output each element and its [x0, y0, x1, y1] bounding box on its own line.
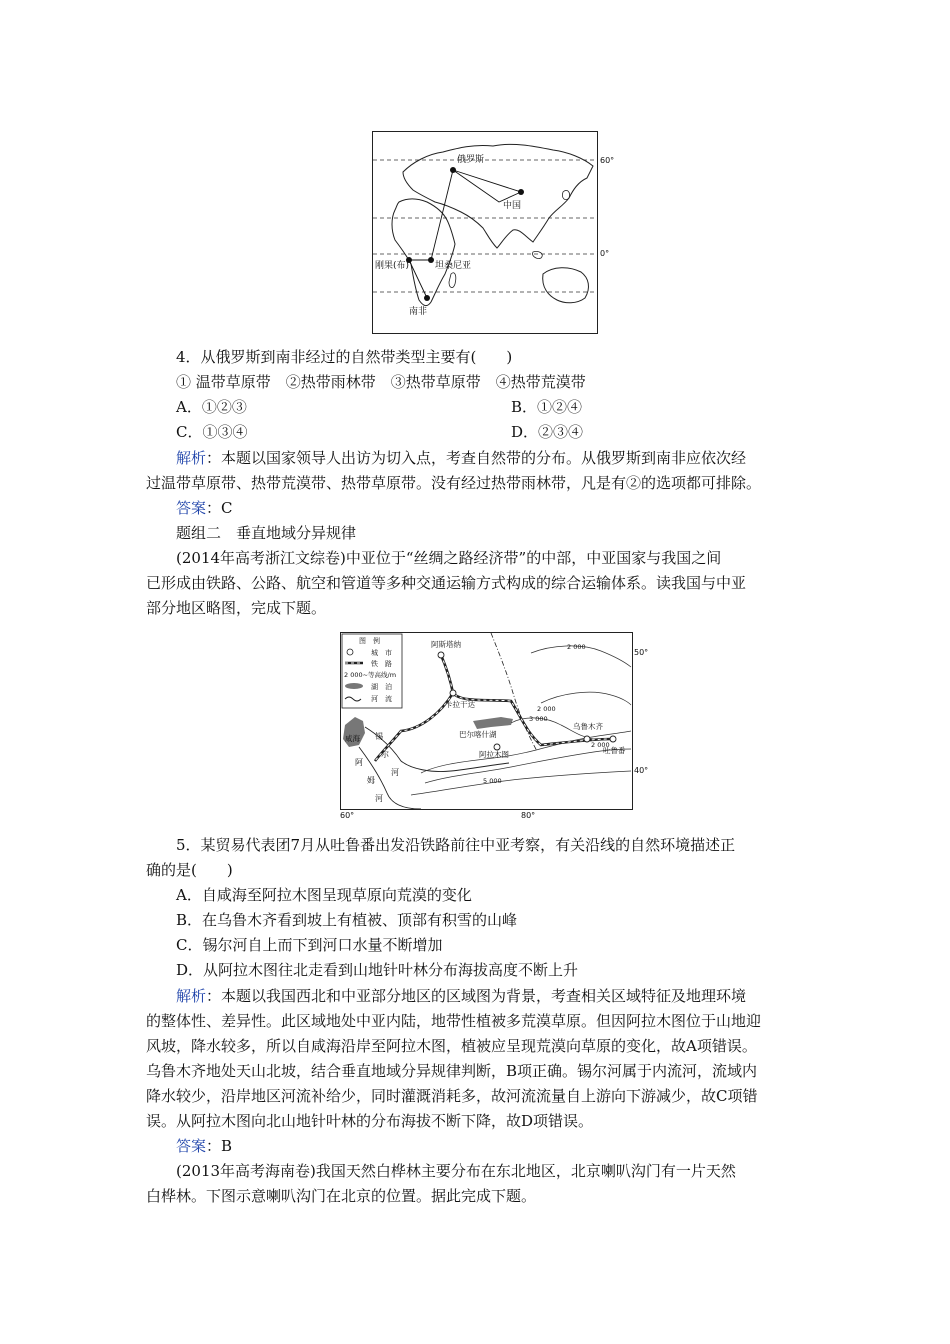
route-russia-china [453, 170, 521, 202]
railway-line [375, 655, 611, 761]
label-contour-5000: 5 000 [483, 777, 502, 785]
contour-line-3 [411, 771, 631, 795]
legend-river: 河 流 [371, 695, 392, 703]
city-russia-marker [450, 167, 456, 173]
contour-line-4 [541, 692, 631, 705]
q5-analysis-line-5: 降水较少，沿岸地区河流补给少，同时灌溉消耗多，故河流流量自上游向下游减少，故C项错 [146, 1087, 758, 1105]
label-contour-3000: 3 000 [529, 715, 548, 723]
q5-option-a: A．自咸海至阿拉木图呈现草原向荒漠的变化 [176, 886, 472, 904]
label-south-africa: 南非 [409, 307, 428, 317]
q4-answer-value: ：C [206, 499, 233, 517]
q5-analysis-line-4: 乌鲁木齐地处天山北坡，结合垂直地域分异规律判断，B项正确。锡尔河属于内流河，流域内 [146, 1062, 758, 1080]
legend-lake: 湖 泊 [371, 683, 392, 691]
city-astana-marker [438, 652, 444, 658]
group2-intro-1: (2014年高考浙江文综卷)中亚位于“丝绸之路经济带”的中部，中亚国家与我国之间 [176, 549, 722, 567]
japan-outline [562, 190, 569, 199]
label-china: 中国 [503, 201, 522, 211]
q4-option-a: A．①②③ [176, 398, 247, 416]
q4-answer-label: 答案 [176, 499, 207, 517]
q5-option-d: D．从阿拉木图往北走看到山地针叶林分布海拔高度不断上升 [176, 961, 579, 979]
q4-analysis-text-1: ：本题以国家领导人出访为切入点，考查自然带的分布。从俄罗斯到南非应依次经 [206, 449, 747, 467]
legend-title: 图 例 [359, 637, 380, 645]
city-turpan-marker [610, 736, 616, 742]
city-tanzania-marker [428, 257, 434, 263]
q4-option-c: C．①③④ [176, 423, 248, 441]
q5-answer-value: ：B [206, 1137, 233, 1155]
balkhash-lake-shape [473, 717, 513, 729]
label-lat-40: 40° [634, 766, 649, 775]
next-intro-1: (2013年高考海南卷)我国天然白桦林主要分布在东北地区，北京喇叭沟门有一片天然 [176, 1162, 736, 1180]
central-asia-map [340, 632, 633, 810]
label-contour-2000b: 2 000 [537, 705, 556, 713]
contour-line-1 [421, 731, 631, 773]
legend-railway: 铁 路 [371, 660, 392, 668]
label-tanzania: 坦桑尼亚 [435, 261, 472, 271]
q4-analysis-label: 解析 [176, 449, 207, 467]
q4-answer-line [176, 497, 233, 519]
label-almaty: 阿拉木图 [479, 750, 509, 759]
q5-stem-1: 5．某贸易代表团7月从吐鲁番出发沿铁路前往中亚考察，有关沿线的自然环境描述正 [176, 836, 736, 854]
railway-line-dash [375, 655, 611, 761]
madagascar-outline [449, 273, 456, 288]
route-russia-tanzania [431, 170, 453, 260]
label-syr-1: 锡 [375, 732, 383, 741]
q4-items: ① 温带草原带 ②热带雨林带 ③热带草原带 ④热带荒漠带 [176, 373, 586, 391]
q4-analysis-line-1 [176, 447, 746, 469]
q5-analysis-label: 解析 [176, 987, 207, 1005]
label-urumqi: 乌鲁木齐 [573, 722, 603, 731]
world-route-map-svg [373, 132, 597, 333]
legend-city-icon [347, 649, 353, 655]
q5-analysis-line-2: 的整体性、差异性。此区域地处中亚内陆，地带性植被多荒漠草原。但因阿拉木图位于山地迎 [146, 1012, 762, 1030]
label-lat-60: 60° [600, 156, 615, 165]
q5-analysis-line-1 [176, 985, 746, 1007]
group2-intro-3: 部分地区略图，完成下题。 [146, 599, 327, 617]
q4-option-d: D．②③④ [511, 423, 584, 441]
label-amu-1: 阿 [355, 758, 363, 767]
island-outline [533, 251, 543, 258]
group2-intro-2: 已形成由铁路、公路、航空和管道等多种交通运输方式构成的综合运输体系。读我国与中亚 [146, 574, 747, 592]
label-contour-2000a: 2 000 [567, 643, 586, 651]
q5-stem-2: 确的是( ) [146, 861, 233, 879]
label-russia: 俄罗斯 [457, 155, 485, 165]
label-lat-50: 50° [634, 648, 649, 657]
q5-answer-line [176, 1135, 232, 1157]
label-amu-3: 河 [375, 794, 383, 803]
label-congo: 刚果(布) [375, 261, 410, 271]
legend-lake-icon [345, 683, 363, 689]
label-lon-60: 60° [340, 811, 355, 820]
city-china-marker [518, 189, 524, 195]
q4-option-b: B．①②④ [511, 398, 583, 416]
q4-analysis-line-2: 过温带草原带、热带荒漠带、热带草原带。没有经过热带雨林带，凡是有②的选项都可排除。 [146, 474, 762, 492]
label-lat-0: 0° [600, 249, 610, 258]
legend-city: 城 市 [371, 649, 392, 657]
label-contour-2000c: 2 000 [591, 741, 610, 749]
label-amu-2: 姆 [367, 776, 375, 785]
q5-answer-label: 答案 [176, 1137, 207, 1155]
label-karaganda: 卡拉干达 [445, 700, 475, 709]
legend-contour: 2 000~等高线/m [344, 671, 397, 679]
central-asia-map-svg [341, 633, 632, 809]
q4-stem: 4．从俄罗斯到南非经过的自然带类型主要有( ) [176, 348, 513, 366]
label-astana: 阿斯塔纳 [431, 640, 461, 649]
next-intro-2: 白桦林。下图示意喇叭沟门在北京的位置。据此完成下题。 [146, 1187, 537, 1205]
world-route-map [372, 131, 598, 334]
q5-option-b: B．在乌鲁木齐看到坡上有植被、顶部有积雪的山峰 [176, 911, 518, 929]
label-balkhash: 巴尔喀什湖 [459, 730, 497, 739]
label-lon-80: 80° [521, 811, 536, 820]
label-caspian: 咸海 [345, 734, 360, 743]
city-urumqi-marker [584, 736, 590, 742]
group2-title: 题组二 垂直地域分异规律 [176, 524, 357, 542]
q5-analysis-line-3: 风坡，降水较多，所以自咸海沿岸至阿拉木图，植被应呈现荒漠向草原的变化，故A项错误。 [146, 1037, 757, 1055]
label-turpan: 吐鲁番 [603, 746, 626, 755]
contour-line-2 [425, 749, 631, 783]
label-syr-2: 尔 [381, 750, 389, 759]
label-syr-3: 河 [391, 768, 399, 777]
q5-option-c: C．锡尔河自上而下到河口水量不断增加 [176, 936, 443, 954]
city-southafrica-marker [424, 295, 430, 301]
city-karaganda-marker [450, 690, 456, 696]
q5-analysis-line-6: 误。从阿拉木图向北山地针叶林的分布海拔不断下降，故D项错误。 [146, 1112, 594, 1130]
australia-outline [543, 268, 589, 303]
q5-analysis-text-1: ：本题以我国西北和中亚部分地区的区域图为背景，考查相关区域特征及地理环境 [206, 987, 747, 1005]
